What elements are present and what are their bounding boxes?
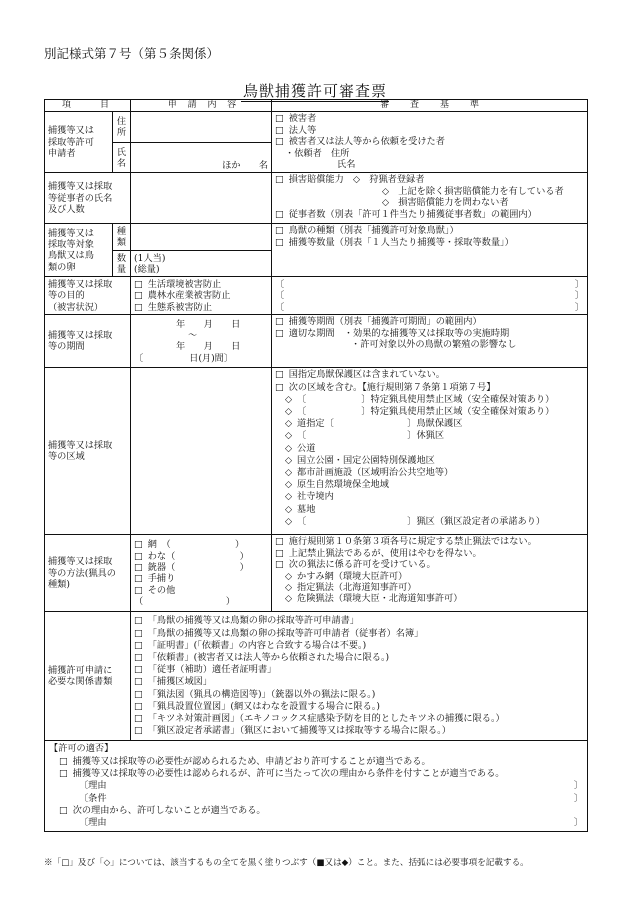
- purpose-details[interactable]: 〔 〕 〔 〕 〔 〕: [272, 277, 588, 315]
- checkbox-appropriate-period[interactable]: □ 適切な期間 ・効果的な捕獲等又は採取等の実施時期: [275, 328, 584, 339]
- doc-area-map[interactable]: □ 「捕獲区域図」: [134, 676, 584, 688]
- applicant-address-row: [45, 112, 588, 143]
- documents-row: [45, 612, 588, 741]
- permit-section: [45, 741, 588, 832]
- name-label: 氏 名: [113, 143, 131, 173]
- applicant-criteria: [272, 112, 588, 173]
- kind-field[interactable]: [131, 224, 272, 251]
- footer-note: ※「□」及び「◇」については、該当するもの全てを黒く塗りつぶす（■又は◆）こと。また、括弧には必要事項を記載する。: [44, 858, 529, 868]
- checkbox-worker-count[interactable]: □ 従事者数（別表「許可１件当たり捕獲従事者数」の範囲内）: [275, 209, 584, 220]
- doc-certificate[interactable]: □ 「証明書」(「依頼書」の内容と合致する場合は不要。): [134, 640, 584, 652]
- documents-label: 捕獲許可申請に 必要な関係書類: [45, 612, 131, 741]
- checkbox-deny[interactable]: □ 次の理由から、許可しないことが適当である。: [49, 805, 583, 817]
- checkbox-trap[interactable]: □ わな（ ）: [134, 551, 268, 562]
- checkbox-victim[interactable]: □ 被害者: [275, 113, 584, 124]
- checkbox-liability[interactable]: □ 損害賠償能力 ◇ 狩猟者登録者: [275, 174, 584, 185]
- checkbox-net[interactable]: □ 網 （ ）: [134, 539, 268, 550]
- checkbox-living-environment[interactable]: □ 生活環境被害防止: [134, 279, 268, 290]
- review-table: [44, 99, 588, 832]
- qty-label: 数 量: [113, 251, 131, 277]
- workers-criteria: □ 損害賠償能力 ◇ 狩猟者登録者 ◇ 上記を除く損害賠償能力を有している者 ◇ 損害賠償能力を問わない者 □ 従事者数（別表「許可１件当たり捕獲従事者数」の範囲内）: [272, 173, 588, 224]
- checkbox-no-national-sanctuary[interactable]: □ 国指定鳥獣保護区は含まれていない。: [275, 369, 584, 381]
- period-label: 捕獲等又は採取 等の期間: [45, 315, 131, 368]
- method-label: 捕獲等又は採取 等の方法(猟具の 種類): [45, 535, 131, 612]
- checkbox-permit-as-applied[interactable]: □ 捕獲等又は採取等の必要性が認められるため、申請どおり許可することが適当である。: [49, 756, 583, 768]
- species-kind-row: [45, 224, 588, 251]
- header-content: 申 請 内 容: [131, 100, 272, 112]
- checkbox-permitted-method[interactable]: □ 次の猟法に係る許可を受けている。: [275, 559, 584, 570]
- area-label: 捕獲等又は採取 等の区域: [45, 368, 131, 535]
- workers-row: [45, 173, 588, 224]
- condition-field[interactable]: 〔条件 〕: [79, 792, 584, 804]
- method-row: [45, 535, 588, 612]
- checkbox-corporation[interactable]: □ 法人等: [275, 125, 584, 136]
- reason-field[interactable]: 〔理由 〕: [79, 780, 584, 792]
- deny-reason-field[interactable]: 〔理由 〕: [79, 817, 584, 829]
- checkbox-ecosystem[interactable]: □ 生態系被害防止: [134, 302, 268, 313]
- checkbox-unavoidable[interactable]: □ 上記禁止猟法であるが、使用はやむを得ない。: [275, 548, 584, 559]
- method-criteria: □ 施行規則第１０条第３項各号に規定する禁止猟法ではない。 □ 上記禁止猟法であるが、使用はやむを得ない。 □ 次の猟法に係る許可を受けている。 ◇ かすみ網（環境大臣許可） ◇ 指定猟法（北海道知事許可） ◇ 危険猟法（環境大臣・北海道知事許可）: [272, 535, 588, 612]
- header-criteria: 審 査 基 準: [272, 100, 588, 112]
- checkbox-requested[interactable]: □ 被害者又は法人等から依頼を受けた者: [275, 136, 584, 147]
- doc-application[interactable]: □ 「鳥獣の捕獲等又は鳥類の卵の採取等許可申請書」: [134, 615, 584, 627]
- doc-request[interactable]: □ 「依頼書」(被害者又は法人等から依頼された場合に限る。): [134, 652, 584, 664]
- form-title: 鳥獣捕獲許可審査票: [242, 82, 387, 100]
- purpose-row: [45, 277, 588, 315]
- period-row: [45, 315, 588, 368]
- header-item: 項 目: [45, 100, 131, 112]
- doc-fox-plan[interactable]: □ 「キツネ対策計画図」（エキノコックス症感染予防を目的としたキツネの捕獲に限る。）: [134, 713, 584, 725]
- period-field[interactable]: 年 月 日 ～ 年 月 日 〔 日(月)間〕: [131, 315, 272, 368]
- applicant-label: 捕獲等又は 採取等許可 申請者: [45, 112, 113, 173]
- name-field[interactable]: ほか 名: [131, 143, 272, 173]
- checkbox-period[interactable]: □ 捕獲等期間（別表「捕獲許可期間」の範囲内）: [275, 316, 584, 327]
- doc-placement-map[interactable]: □ 「猟具設置位置図」(網又はわなを設置する場合に限る。): [134, 701, 584, 713]
- address-field[interactable]: [131, 112, 272, 143]
- form-number: 別記様式第７号（第５条関係）: [44, 46, 220, 61]
- address-label: 住 所: [113, 112, 131, 143]
- checkbox-includes-areas[interactable]: □ 次の区域を含む。【施行規則第７条第１項第７号】: [275, 382, 584, 394]
- checkbox-species[interactable]: □ 鳥獣の種類（別表「捕獲許可対象鳥獣」）: [275, 225, 584, 236]
- purpose-options: [131, 277, 272, 315]
- species-criteria: [272, 224, 588, 277]
- workers-field[interactable]: [131, 173, 272, 224]
- documents-list: [131, 612, 588, 741]
- client-address: ・依頼者 住所: [285, 147, 350, 159]
- table-header-row: [45, 100, 588, 112]
- area-row: [45, 368, 588, 535]
- checkbox-gun[interactable]: □ 銃器（ ）: [134, 562, 268, 573]
- checkbox-permit-with-conditions[interactable]: □ 捕獲等又は採取等の必要性は認められるが、許可に当たって次の理由から条件を付すことが適当である。: [49, 768, 583, 780]
- checkbox-other[interactable]: □ その他: [134, 585, 268, 596]
- workers-label: 捕獲等又は採取 等従事者の氏名 及び人数: [45, 173, 131, 224]
- permit-heading: 【許可の適否】: [49, 743, 114, 755]
- client-name: 氏名: [337, 159, 356, 171]
- purpose-label: 捕獲等又は採取 等の目的 （被害状況）: [45, 277, 131, 315]
- permit-row: [45, 741, 588, 832]
- period-criteria: □ 捕獲等期間（別表「捕獲許可期間」の範囲内） □ 適切な期間 ・効果的な捕獲等又は採取等の実施時期 ・許可対象以外の鳥獣の繁殖の影響なし: [272, 315, 588, 368]
- doc-roster[interactable]: □ 「鳥獣の捕獲等又は鳥類の卵の採取等許可申請者（従事者）名簿」: [134, 628, 584, 640]
- species-label: 捕獲等又は 採取等対象 鳥獣又は鳥 類の卵: [45, 224, 113, 277]
- method-options: □ 網 （ ） □ わな（ ） □ 銃器（ ） □ 手捕り □ その他 （ ）: [131, 535, 272, 612]
- qty-field[interactable]: (1人当) (総量): [131, 251, 272, 277]
- area-field[interactable]: [131, 368, 272, 535]
- doc-qualification[interactable]: □ 「従事（補助）適任者証明書」: [134, 664, 584, 676]
- area-criteria: □ 国指定鳥獣保護区は含まれていない。 □ 次の区域を含む。【施行規則第７条第１項第７号】 ◇ 〔 〕特定猟具使用禁止区域（安全確保対策あり） ◇ 〔 〕特定猟具使用禁止区域（安全確保対策あり） ◇ 道指定〔 〕鳥獣保護区 ◇ 〔 〕休猟区 ◇ 公道 ◇ 国立公園・国定公園特別保護地区 ◇ 都市計画施設（区域明治公共空地等） ◇ 原生自然環境保全地域 ◇ 社寺境内 ◇ 墓地 ◇ 〔 〕猟区（猟区設定者の承諾あり）: [272, 368, 588, 535]
- doc-method-diagram[interactable]: □ 「猟法図（猟具の構造図等)」（銃器以外の猟法に限る。): [134, 689, 584, 701]
- checkbox-agriculture[interactable]: □ 農林水産業被害防止: [134, 290, 268, 301]
- kind-label: 種 類: [113, 224, 131, 251]
- doc-hunting-consent[interactable]: □ 「猟区設定者承諾書」（猟区において捕獲等又は採取等する場合に限る。）: [134, 725, 584, 737]
- checkbox-quantity[interactable]: □ 捕獲等数量（別表「１人当たり捕獲等・採取等数量」）: [275, 237, 584, 248]
- checkbox-not-prohibited[interactable]: □ 施行規則第１０条第３項各号に規定する禁止猟法ではない。: [275, 536, 584, 547]
- checkbox-by-hand[interactable]: □ 手捕り: [134, 573, 268, 584]
